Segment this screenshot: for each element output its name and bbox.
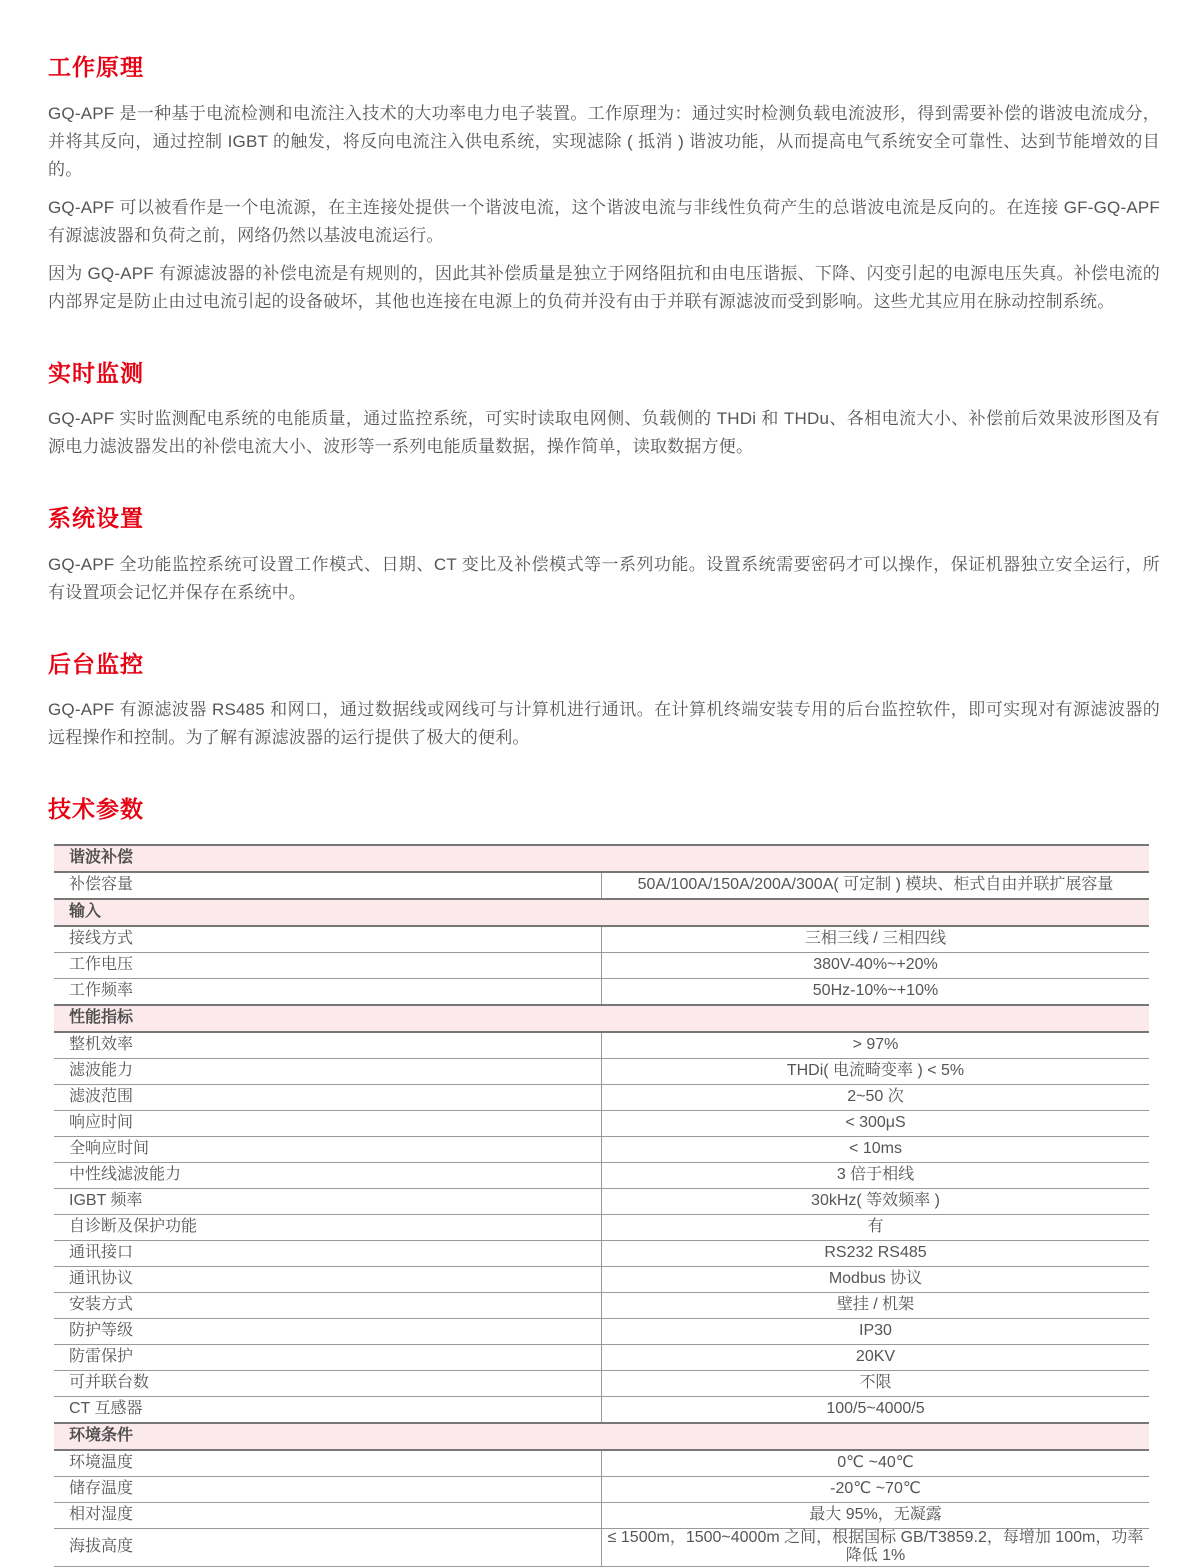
table-section-label: 环境条件 [54,1423,1149,1450]
table-row-value: RS232 RS485 [602,1240,1150,1266]
table-row-label: 工作电压 [54,952,602,978]
table-row-value: IP30 [602,1318,1150,1344]
table-data-row [54,1318,1149,1344]
table-data-row [54,1136,1149,1162]
table-row-label: 海拔高度 [54,1528,602,1566]
table-row-label: 防护等级 [54,1318,602,1344]
table-row-label: 防雷保护 [54,1344,602,1370]
table-section-row [54,1423,1149,1450]
section-title-working-principle: 工作原理 [48,54,144,80]
table-data-row [54,1058,1149,1084]
table-row-value: 50A/100A/150A/200A/300A( 可定制 ) 模块、柜式自由并联扩展容量 [602,872,1150,899]
section-title-technical-parameters: 技术参数 [48,796,144,823]
table-row-value: 有 [602,1214,1150,1240]
section-title-realtime-monitoring: 实时监测 [48,359,144,386]
table-row-label: 通讯协议 [54,1266,602,1292]
table-row-value: -20℃ ~70℃ [602,1476,1150,1502]
table-section-label: 性能指标 [54,1005,1149,1032]
table-row-label: 全响应时间 [54,1136,602,1162]
table-row-value: 50Hz-10%~+10% [602,978,1150,1005]
table-data-row [54,1528,1149,1566]
table-row-label: 补偿容量 [54,872,602,899]
table-data-row [54,1266,1149,1292]
table-row-label: 通讯接口 [54,1240,602,1266]
table-row-label: 自诊断及保护功能 [54,1214,602,1240]
table-row-value: Modbus 协议 [602,1266,1150,1292]
table-data-row [54,1110,1149,1136]
table-row-value: 3 倍于相线 [602,1162,1150,1188]
table-data-row [54,1188,1149,1214]
table-row-label: 安装方式 [54,1292,602,1318]
table-section-row [54,845,1149,872]
table-row-label: 整机效率 [54,1032,602,1059]
table-row-value: 最大 95%，无凝露 [602,1502,1150,1528]
table-data-row [54,1032,1149,1059]
table-row-label: 滤波能力 [54,1058,602,1084]
table-row-label: 响应时间 [54,1110,602,1136]
table-row-value: > 97% [602,1032,1150,1059]
table-row-label: 相对湿度 [54,1502,602,1528]
table-section-label: 输入 [54,899,1149,926]
table-row-value: < 300μS [602,1110,1150,1136]
table-row-value: 380V-40%~+20% [602,952,1150,978]
table-section-label: 谐波补偿 [54,845,1149,872]
table-row-value: 壁挂 / 机架 [602,1292,1150,1318]
table-data-row [54,952,1149,978]
table-row-label: 可并联台数 [54,1370,602,1396]
table-row-label: CT 互感器 [54,1396,602,1423]
table-row-label: IGBT 频率 [54,1188,602,1214]
table-data-row [54,1476,1149,1502]
table-data-row [54,1502,1149,1528]
table-row-label: 工作频率 [54,978,602,1005]
table-row-value: 不限 [602,1370,1150,1396]
table-data-row [54,872,1149,899]
table-data-row [54,1370,1149,1396]
paragraph: 因为 GQ-APF 有源滤波器的补偿电流是有规则的，因此其补偿质量是独立于网络阻抗和由电压谐振、下降、闪变引起的电源电压失真。补偿电流的内部界定是防止由过电流引起的设备破坏，其他也连接在电源上的负荷并没有由于并联有源滤波而受到影响。这些尤其应用在脉动控制系统。 [48,263,1160,311]
table-data-row [54,1214,1149,1240]
table-row-value: ≤ 1500m，1500~4000m 之间，根据国标 GB/T3859.2，每增加 100m，功率降低 1% [602,1528,1150,1566]
table-data-row [54,1396,1149,1423]
paragraph: GQ-APF 全功能监控系统可设置工作模式、日期、CT 变比及补偿模式等一系列功能。设置系统需要密码才可以操作，保证机器独立安全运行，所有设置项会记忆并保存在系统中。 [48,554,1160,602]
table-section-row [54,899,1149,926]
technical-parameters-table [54,844,1149,1567]
table-data-row [54,978,1149,1005]
paragraph: GQ-APF 是一种基于电流检测和电流注入技术的大功率电力电子装置。工作原理为：通过实时检测负载电流波形，得到需要补偿的谐波电流成分，并将其反向，通过控制 IGBT 的触发，将反向电流注入供电系统，实现滤除 ( 抵消 ) 谐波功能，从而提高电气系统安全可靠性、达到节能增效的目的。 [48,103,1160,179]
paragraph: GQ-APF 可以被看作是一个电流源，在主连接处提供一个谐波电流，这个谐波电流与非线性负荷产生的总谐波电流是反向的。在连接 GF-GQ-APF 有源滤波器和负荷之前，网络仍然以基波电流运行。 [48,197,1160,245]
table-row-value: THDi( 电流畸变率 ) < 5% [602,1058,1150,1084]
table-row-label: 储存温度 [54,1476,602,1502]
table-row-value: 0℃ ~40℃ [602,1450,1150,1477]
table-row-label: 环境温度 [54,1450,602,1477]
section-title-system-settings: 系统设置 [48,505,144,532]
table-row-label: 接线方式 [54,926,602,953]
table-row-value: 30kHz( 等效频率 ) [602,1188,1150,1214]
table-data-row [54,1240,1149,1266]
table-data-row [54,1084,1149,1110]
table-row-value: 三相三线 / 三相四线 [602,926,1150,953]
table-row-label: 滤波范围 [54,1084,602,1110]
table-row-value: 100/5~4000/5 [602,1396,1150,1423]
table-data-row [54,1450,1149,1477]
table-data-row [54,926,1149,953]
table-data-row [54,1292,1149,1318]
table-section-row [54,1005,1149,1032]
table-data-row [54,1344,1149,1370]
table-row-value: 2~50 次 [602,1084,1150,1110]
paragraph: GQ-APF 实时监测配电系统的电能质量，通过监控系统，可实时读取电网侧、负载侧的 THDi 和 THDu、各相电流大小、补偿前后效果波形图及有源电力滤波器发出的补偿电流大小、波形等一系列电能质量数据，操作简单，读取数据方便。 [48,409,1160,457]
table-data-row [54,1162,1149,1188]
table-row-label: 中性线滤波能力 [54,1162,602,1188]
table-row-value: < 10ms [602,1136,1150,1162]
section-title-background-monitoring: 后台监控 [48,650,144,677]
table-row-value: 20KV [602,1344,1150,1370]
paragraph: GQ-APF 有源滤波器 RS485 和网口，通过数据线或网线可与计算机进行通讯。在计算机终端安装专用的后台监控软件，即可实现对有源滤波器的远程操作和控制。为了解有源滤波器的运行提供了极大的便利。 [48,700,1160,748]
